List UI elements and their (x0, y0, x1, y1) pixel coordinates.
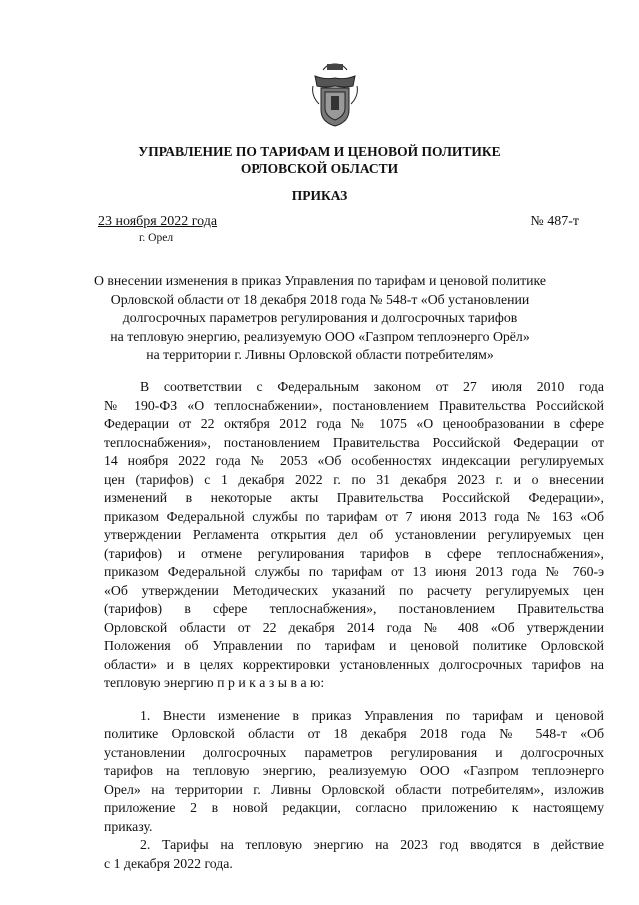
body-line: приложение 2 в новой редакции, согласно приложению к настоящему (104, 800, 604, 815)
body-line: В соответствии с Федеральным законом от 27 июля 2010 года (140, 379, 604, 394)
subject-line: долгосрочных параметров регулирования и долгосрочных тарифов (122, 310, 518, 325)
body-line: с 1 декабря 2022 года. (104, 855, 233, 871)
body-line: (тарифов) и отмене регулирования тарифов в сфере теплоснабжения», (104, 545, 604, 561)
issuer-title-line1: УПРАВЛЕНИЕ ПО ТАРИФАМ И ЦЕНОВОЙ ПОЛИТИКЕ (138, 144, 501, 159)
body-line: изменений в некоторые акты Правительства Российской Федерации», (104, 490, 604, 505)
preamble-paragraph (104, 378, 604, 693)
document-date: 23 ноября 2022 года (98, 214, 218, 229)
body-line: приказом Федеральной службы по тарифам от 13 июня 2013 года № 760-э (104, 564, 604, 579)
body-line: Положения об Управлении по тарифам и ценовой политике Орловской (104, 638, 604, 653)
body-line: теплоснабжения», постановлением Правительства Российской Федерации от (104, 434, 604, 450)
document-type: ПРИКАЗ (291, 188, 348, 203)
coat-of-arms-emblem-icon (311, 62, 359, 128)
body-line: области» и в целях корректировки установленных долгосрочных тарифов на (104, 656, 604, 672)
subject-line: Орловской области от 18 декабря 2018 года № 548-т «Об установлении (110, 291, 530, 307)
body-line: 14 ноября 2022 года № 2053 «Об особенностях индексации регулируемых (104, 453, 604, 468)
issuer-title-line2: ОРЛОВСКОЙ ОБЛАСТИ (240, 161, 399, 176)
subject-line: О внесении изменения в приказ Управления по тарифам и ценовой политике (94, 273, 546, 288)
body-line: установлении долгосрочных параметров регулирования и долгосрочных (104, 744, 604, 760)
body-line: «Об утверждении Методических указаний по расчету регулируемых цен (104, 582, 604, 598)
body-line: тарифов на тепловую энергию, реализуемую ООО «Газпром теплоэнерго (104, 763, 604, 778)
document-city: г. Орел (139, 232, 174, 244)
body-line: Федерации от 22 октября 2012 года № 1075 «О ценообразовании в сфере (104, 416, 604, 431)
body-line: Орел» на территории г. Ливны Орловской области потребителям», изложив (104, 781, 604, 797)
document-number: № 487-т (530, 214, 579, 229)
subject-line: на тепловую энергию, реализуемую ООО «Газпром теплоэнерго Орёл» (110, 328, 530, 344)
item-1-paragraph (104, 707, 604, 837)
issuer-title (0, 143, 639, 177)
body-line: приказом Федеральной службы по тарифам от 7 июня 2013 года № 163 «Об (104, 508, 604, 524)
document-body (104, 378, 604, 873)
body-line: Орловской области от 22 декабря 2014 года № 408 «Об утверждении (104, 619, 604, 635)
body-line: (тарифов) в сфере теплоснабжения», постановлением Правительства (104, 601, 604, 616)
body-line: приказу. (104, 818, 153, 834)
item-2-paragraph (104, 836, 604, 873)
body-line: 1. Внести изменение в приказ Управления по тарифам и ценовой (140, 707, 604, 723)
body-line: цен (тарифов) с 1 декабря 2022 г. по 31 декабря 2023 г. и о внесении (104, 471, 604, 487)
body-line: политике Орловской области от 18 декабря 2018 года № 548-т «Об (104, 726, 604, 741)
body-line: тепловую энергию п р и к а з ы в а ю: (104, 675, 325, 690)
body-line: № 190-ФЗ «О теплоснабжении», постановлением Правительства Российской (104, 397, 604, 413)
subject-line: на территории г. Ливны Орловской области потребителям» (146, 347, 494, 362)
body-line: утверждении Регламента открытия дел об установлении регулируемых цен (104, 527, 604, 542)
document-subject (80, 272, 560, 365)
body-line: 2. Тарифы на тепловую энергию на 2023 год вводятся в действие (140, 837, 604, 852)
